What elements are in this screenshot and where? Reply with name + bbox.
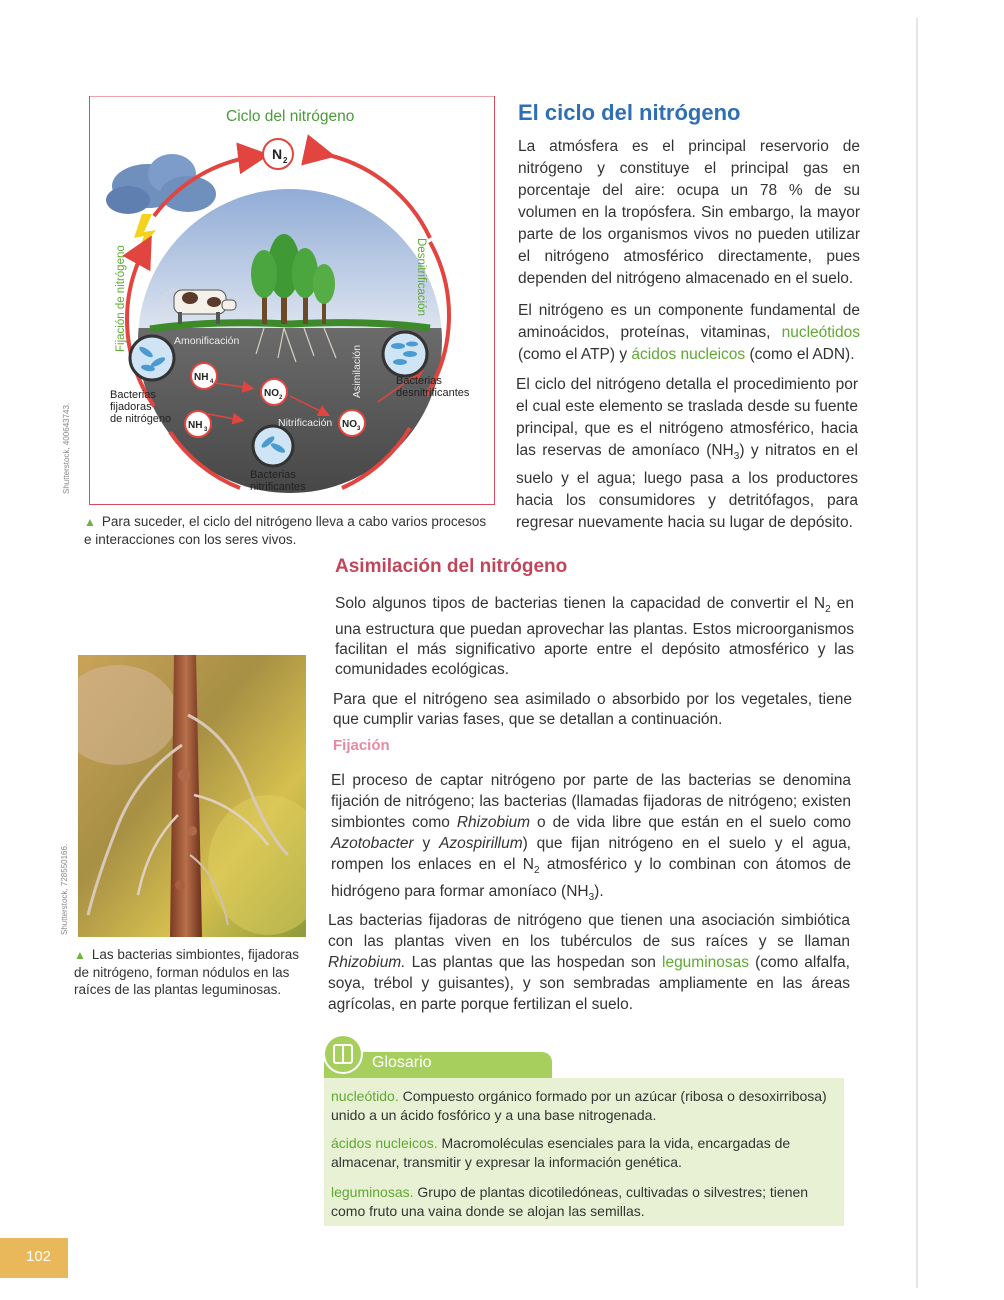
page-number: 102 (0, 1238, 68, 1278)
glossary-item-nucleotido: nucleótido. Compuesto orgánico formado por un azúcar (ribosa o desoxirribosa) unido a un ácido fosfórico y a una base nitrogenada. (331, 1088, 827, 1123)
ammonification-label: Amonificación (174, 335, 240, 347)
nh4-node (191, 363, 217, 389)
no3-node (339, 410, 365, 436)
no2-sub: 2 (279, 395, 283, 401)
fixing-bacteria-label-3: de nitrógeno (110, 413, 172, 425)
glossary-term: leguminosas. (331, 1184, 414, 1200)
denitrification-label: Desnitrificación (415, 238, 427, 316)
glossary-term: ácidos nucleicos. (331, 1135, 438, 1151)
fixation-label: Fijación de nitrógeno (115, 245, 127, 352)
n2-label: N (272, 146, 283, 162)
n2-node (263, 139, 293, 169)
fixation-paragraph: El proceso de captar nitrógeno por parte de las bacterias se denomina fijación de nitrógeno; las bacterias (llamadas fijadoras de nitrógeno; existen simbiontes como Rhizobium o de vida libre que están en el suelo como Azotobacter y Azospirillum) que fijan nitrógeno en el suelo y el agua, rompen los enlaces en el $N_2$ atmosférico y lo combinan con átomos de hidrógeno para formar amoníaco $(NH_3)$. (331, 772, 851, 904)
fixation-subtitle: Fijación (333, 737, 390, 754)
page-edge (916, 18, 918, 1288)
section-paragraph-1: La atmósfera es el principal reservorio de nitrógeno y constituye el principal gas en porcentaje del aire: ocupa un 78 % de su volumen en la tropósfera. Sin embargo, la mayor parte de los organismos vivos no pueden utilizar el nitrógeno atmosférico directamente, pues dependen del nitrógeno almacenado en el suelo. (518, 138, 860, 287)
denitrifying-bacteria-icon (383, 332, 427, 376)
denitrifying-bacteria-label-2: desnitrificantes (396, 387, 470, 399)
denitrifying-bacteria-label-1: Bacterias (396, 375, 442, 387)
diagram-caption (84, 513, 490, 548)
assimilation-paragraph-2: Para que el nitrógeno sea asimilado o absorbido por los vegetales, tiene que cumplir varias fases, que se detallan a continuación. (333, 691, 852, 728)
nitrifying-bacteria-icon (253, 426, 293, 466)
glossary-item-leguminosas: leguminosas. Grupo de plantas dicotiledóneas, cultivadas o silvestres; tienen como fruto una vaina donde se alojan las semillas. (331, 1184, 809, 1219)
nitrification-label: Nitrificación (278, 417, 333, 429)
caption-triangle-icon: ▲ (84, 515, 96, 529)
nh3-sub: 3 (204, 427, 208, 433)
photo-credit: Shutterstock, 728550166. (60, 843, 69, 935)
fixing-bacteria-label-2: fijadoras (110, 401, 152, 413)
rhizobium-paragraph: Las bacterias fijadoras de nitrógeno que tienen una asociación simbiótica con las plantas viven en los tubérculos de sus raíces y se llaman Rhizobium. Las plantas que las hospedan son leguminosas (como alfalfa, soya, trébol y guisantes), y son sembradas ampliamente en las áreas agrícolas, en parte porque fertilizan el suelo. (328, 912, 850, 1013)
root-nodules-photo (78, 655, 306, 937)
glossary-book-icon (322, 1033, 364, 1075)
no3-sub: 3 (357, 426, 361, 432)
fixing-bacteria-label-1: Bacterias (110, 389, 156, 401)
no2-label: NO (264, 388, 279, 399)
assimilation-paragraph-1: Solo algunos tipos de bacterias tienen la capacidad de convertir el $N_2$ en una estructura que puedan aprovechar las plantas. Estos microorganismos facilitan el más significativo aporte entre el depósito atmosférico y las comunidades ecológicas. (335, 595, 854, 679)
section-title: El ciclo del nitrógeno (518, 100, 741, 125)
assimilation-label: Asimilación (351, 344, 363, 398)
nh4-label: NH (194, 372, 209, 383)
glossary-term: nucleótido. (331, 1088, 399, 1104)
assimilation-title: Asimilación del nitrógeno (335, 556, 568, 577)
term-leguminosas[interactable]: leguminosas (662, 954, 750, 971)
term-nucleotidos[interactable]: nucleótidos (781, 324, 860, 341)
photo-caption-text: Las bacterias simbiontes, fijadoras de nitrógeno, forman nódulos en las raíces de las plantas leguminosas. (74, 947, 299, 997)
n2-sub: 2 (283, 156, 288, 165)
glossary-title: Glosario (372, 1054, 432, 1071)
term-acidos-nucleicos[interactable]: ácidos nucleicos (631, 346, 746, 363)
nh3-label: NH (188, 420, 203, 431)
nitrogen-cycle-diagram (89, 96, 495, 505)
no3-label: NO (342, 419, 357, 430)
diagram-credit: Shutterstock, 400643743. (62, 402, 71, 494)
section-paragraph-3: El ciclo del nitrógeno detalla el procedimiento por el cual este elemento se traslada desde su fuente principal, que es el nitrógeno atmosférico, hacia las reservas de amoníaco $(NH_3)$ y nitratos en el suelo y el agua; luego pasa a los productores hacia los consumidores y detritófagos, para regresar nuevamente hacia su lugar de depósito. (516, 376, 858, 532)
photo-caption-triangle-icon: ▲ (74, 948, 86, 962)
diagram-caption-text: Para suceder, el ciclo del nitrógeno lleva a cabo varios procesos e interacciones con los seres vivos. (84, 514, 487, 547)
no2-node (261, 379, 287, 405)
nitrifying-bacteria-label-1: Bacterias (250, 469, 296, 481)
glossary-item-acidos-nucleicos: ácidos nucleicos. Macromoléculas esenciales para la vida, encargadas de almacenar, transmitir y expresar la información genética. (331, 1135, 791, 1170)
photo-caption (74, 946, 304, 998)
nh4-sub: 4 (210, 379, 214, 385)
fixing-bacteria-icon (130, 336, 174, 380)
section-paragraph-2: El nitrógeno es un componente fundamental de aminoácidos, proteínas, vitaminas, nucleótidos (como el ATP) y ácidos nucleicos (como el ADN). (518, 302, 860, 363)
nitrifying-bacteria-label-2: nitrificantes (250, 481, 306, 493)
nh3-node (185, 411, 211, 437)
diagram-title: Ciclo del nitrógeno (226, 108, 355, 125)
